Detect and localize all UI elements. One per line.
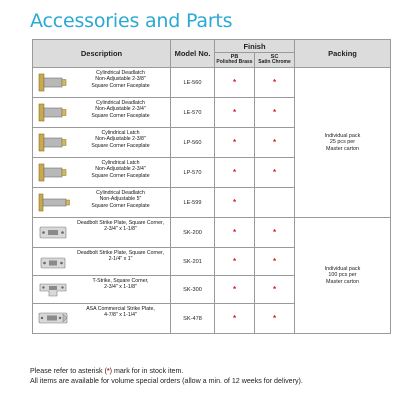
- description-line: Non-Adjustable 5": [99, 196, 142, 203]
- packing-cell: [295, 218, 391, 334]
- sc-stock-mark: *: [255, 98, 295, 128]
- description-cell: [33, 218, 171, 248]
- model-number: SK-200: [171, 218, 215, 248]
- sc-stock-mark: *: [255, 276, 295, 304]
- packing-line: Individual pack: [324, 265, 361, 272]
- model-number: LE-560: [171, 68, 215, 98]
- description-cell: [33, 276, 171, 304]
- pb-stock-mark: *: [215, 98, 255, 128]
- description-line: 4-7/8" x 1-1/4": [104, 312, 137, 319]
- stock-note-text: ) mark for in stock item.: [109, 367, 184, 375]
- description-line: Cylindrical Deadlatch: [96, 190, 145, 196]
- description-text: [73, 250, 168, 263]
- special-order-note: All items are available for volume special orders (allow a min. of 12 weeks for delivery).: [30, 377, 303, 385]
- latch-icon: [37, 130, 69, 155]
- model-number: LE-570: [171, 98, 215, 128]
- description-cell: [33, 68, 171, 98]
- table-row: [33, 68, 391, 98]
- model-number: SK-300: [171, 276, 215, 304]
- pb-stock-mark: *: [215, 218, 255, 248]
- description-line: T-Strike, Square Corner,: [92, 278, 149, 284]
- description-line: Square Corner Faceplate: [91, 202, 150, 209]
- sc-stock-mark: [255, 188, 295, 218]
- description-line: Square Corner Faceplate: [91, 82, 150, 89]
- description-cell: [33, 98, 171, 128]
- pb-stock-mark: *: [215, 128, 255, 158]
- description-cell: [33, 128, 171, 158]
- description-cell: [33, 188, 171, 218]
- description-line: Cylindrical Latch: [101, 160, 140, 166]
- description-line: Deadbolt Strike Plate, Square Corner,: [77, 250, 164, 256]
- finish-name: Polished Brass: [216, 59, 253, 65]
- sc-stock-mark: *: [255, 304, 295, 334]
- header-finish: Finish: [215, 40, 295, 53]
- header-finish-sc: [255, 53, 295, 68]
- parts-table: [32, 39, 391, 334]
- pb-stock-mark: *: [215, 68, 255, 98]
- finish-code: PB: [230, 53, 239, 60]
- description-cell: [33, 158, 171, 188]
- header-model: Model No.: [171, 40, 215, 68]
- description-line: 2-1/4" x 1": [108, 256, 133, 263]
- packing-line: Master carton: [326, 278, 359, 285]
- sc-stock-mark: *: [255, 128, 295, 158]
- packing-cell: [295, 68, 391, 218]
- model-number: LP-570: [171, 158, 215, 188]
- table-row: [33, 218, 391, 248]
- description-line: Non-Adjustable 2-3/8": [95, 136, 146, 143]
- packing-line: 100 pcs per: [328, 272, 357, 279]
- description-line: Cylindrical Deadlatch: [96, 100, 145, 106]
- asa-strike-icon: [37, 306, 69, 329]
- description-line: Square Corner Faceplate: [91, 112, 150, 119]
- footnotes: [30, 366, 396, 386]
- finish-name: Satin Chrome: [258, 59, 291, 65]
- description-line: Square Corner Faceplate: [91, 172, 150, 179]
- finish-code: SC: [270, 53, 279, 60]
- packing-line: Individual pack: [324, 132, 361, 139]
- description-cell: [33, 248, 171, 276]
- description-text: [73, 100, 168, 119]
- description-line: Square Corner Faceplate: [91, 142, 150, 149]
- sc-stock-mark: *: [255, 248, 295, 276]
- description-line: Non-Adjustable 2-3/4": [95, 166, 146, 173]
- description-line: Deadbolt Strike Plate, Square Corner,: [77, 220, 164, 226]
- description-text: [73, 220, 168, 233]
- description-line: Cylindrical Deadlatch: [96, 70, 145, 76]
- description-text: [73, 306, 168, 319]
- model-number: SK-478: [171, 304, 215, 334]
- stock-note: [30, 366, 396, 376]
- sc-stock-mark: *: [255, 218, 295, 248]
- latch-icon: [37, 160, 69, 185]
- packing-line: 25 pcs per: [329, 139, 356, 146]
- description-line: 2-3/4" x 1-1/8": [104, 284, 137, 291]
- model-number: LP-560: [171, 128, 215, 158]
- description-text: [73, 278, 168, 291]
- description-line: ASA Commercial Strike Plate,: [86, 306, 155, 312]
- strike-plate-icon: [37, 250, 69, 275]
- pb-stock-mark: *: [215, 276, 255, 304]
- stock-note-text: Please refer to asterisk (: [30, 367, 107, 375]
- description-line: Cylindrical Latch: [101, 130, 140, 136]
- packing-line: Master carton: [326, 145, 359, 152]
- latch-icon: [37, 70, 69, 95]
- header-finish-pb: [215, 53, 255, 68]
- description-line: 2-3/4" x 1-1/8": [104, 226, 137, 233]
- strike-plate-icon: [37, 220, 69, 245]
- description-text: [73, 190, 168, 209]
- description-text: [73, 130, 168, 149]
- asterisk-mark: *: [106, 367, 110, 375]
- description-line: Non-Adjustable 2-3/8": [95, 76, 146, 83]
- long-latch-icon: [37, 190, 71, 215]
- sc-stock-mark: *: [255, 158, 295, 188]
- description-text: [73, 70, 168, 89]
- pb-stock-mark: *: [215, 188, 255, 218]
- description-cell: [33, 304, 171, 334]
- model-number: SK-201: [171, 248, 215, 276]
- t-strike-icon: [37, 278, 69, 301]
- sc-stock-mark: *: [255, 68, 295, 98]
- header-description: Description: [33, 40, 171, 68]
- pb-stock-mark: *: [215, 158, 255, 188]
- pb-stock-mark: *: [215, 248, 255, 276]
- latch-icon: [37, 100, 69, 125]
- description-line: Non-Adjustable 2-3/4": [95, 106, 146, 113]
- header-packing: Packing: [295, 40, 391, 68]
- model-number: LE-599: [171, 188, 215, 218]
- page-title: Accessories and Parts: [30, 10, 233, 32]
- description-text: [73, 160, 168, 179]
- pb-stock-mark: *: [215, 304, 255, 334]
